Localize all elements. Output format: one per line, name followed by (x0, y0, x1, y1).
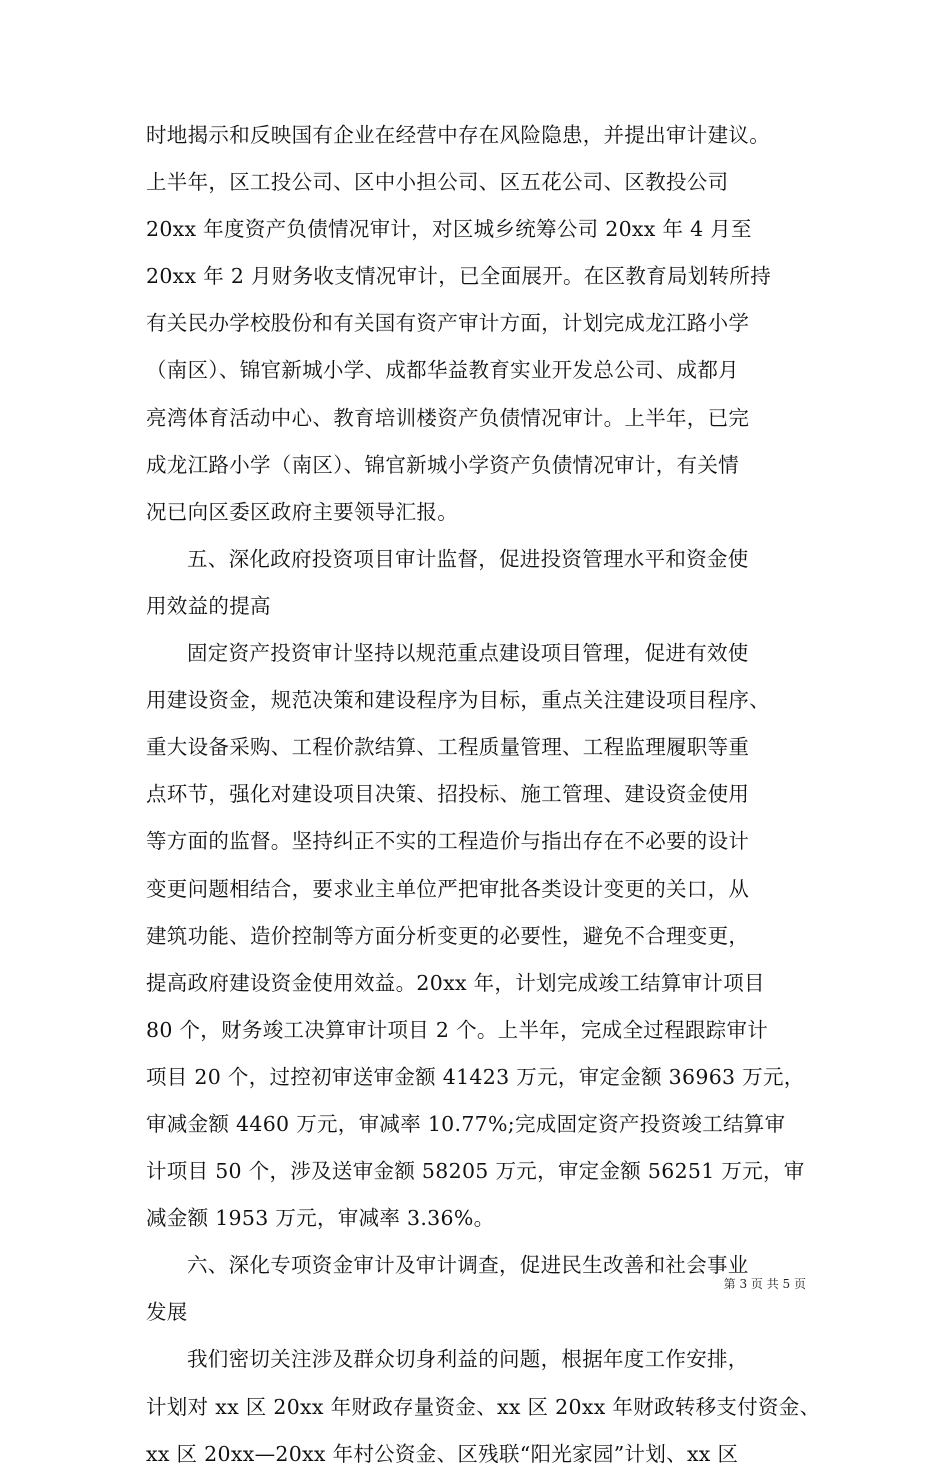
text-line: 用效益的提高 (146, 593, 271, 618)
text-line: 提高政府建设资金使用效益。20xx 年，计划完成竣工结算审计项目 (146, 970, 765, 995)
text-line: 审减金额 4460 万元，审减率 10.77%;完成固定资产投资竣工结算审 (146, 1111, 786, 1136)
text-line: 发展 (146, 1300, 188, 1325)
text-line: 重大设备采购、工程价款结算、工程质量管理、工程监理履职等重 (146, 735, 750, 760)
text-line: xx 区 20xx—20xx 年村公资金、区残联“阳光家园”计划、xx 区 (146, 1441, 739, 1466)
text-line: 固定资产投资审计坚持以规范重点建设项目管理，促进有效使 (187, 641, 749, 666)
text-line: 80 个，财务竣工决算审计项目 2 个。上半年，完成全过程跟踪审计 (146, 1017, 769, 1042)
text-line: 亮湾体育活动中心、教育培训楼资产负债情况审计。上半年，已完 (146, 405, 750, 430)
document-body (146, 112, 821, 1478)
text-line: 变更问题相结合，要求业主单位严把审批各类设计变更的关口，从 (146, 876, 750, 901)
text-line: 建筑功能、造价控制等方面分析变更的必要性，避免不合理变更， (146, 923, 750, 948)
text-line: 点环节，强化对建设项目决策、招投标、施工管理、建设资金使用 (146, 782, 750, 807)
text-line: 等方面的监督。坚持纠正不实的工程造价与指出存在不必要的设计 (146, 829, 750, 854)
text-line: 况已向区委区政府主要领导汇报。 (146, 499, 458, 524)
text-line: 上半年，区工投公司、区中小担公司、区五花公司、区教投公司 (146, 170, 729, 195)
text-line: 我们密切关注涉及群众切身利益的问题，根据年度工作安排， (187, 1347, 749, 1372)
text-line: 计划对 xx 区 20xx 年财政存量资金、xx 区 20xx 年财政转移支付资金、 (146, 1394, 821, 1419)
text-line: 计项目 50 个，涉及送审金额 58205 万元，审定金额 56251 万元，审 (146, 1159, 805, 1184)
text-line: 减金额 1953 万元，审减率 3.36%。 (146, 1206, 495, 1231)
text-line: 五、深化政府投资项目审计监督，促进投资管理水平和资金使 (187, 546, 749, 571)
text-line: 时地揭示和反映国有企业在经营中存在风险隐患，并提出审计建议。 (146, 123, 770, 147)
text-line: 20xx 年度资产负债情况审计，对区城乡统筹公司 20xx 年 4 月至 (146, 217, 752, 242)
text-line: （南区）、锦官新城小学、成都华益教育实业开发总公司、成都月 (146, 358, 739, 383)
text-line: 项目 20 个，过控初审送审金额 41423 万元，审定金额 36963 万元， (146, 1064, 805, 1089)
text-line: 有关民办学校股份和有关国有资产审计方面，计划完成龙江路小学 (146, 311, 750, 336)
text-line: 20xx 年 2 月财务收支情况审计，已全面展开。在区教育局划转所持 (146, 264, 771, 289)
text-line: 六、深化专项资金审计及审计调查，促进民生改善和社会事业 (187, 1253, 749, 1278)
text-line: 成龙江路小学（南区）、锦官新城小学资产负债情况审计，有关情 (146, 452, 739, 477)
text-line: 用建设资金，规范决策和建设程序为目标，重点关注建设项目程序、 (146, 688, 770, 713)
page-number: 第 3 页 共 5 页 (723, 1277, 806, 1291)
